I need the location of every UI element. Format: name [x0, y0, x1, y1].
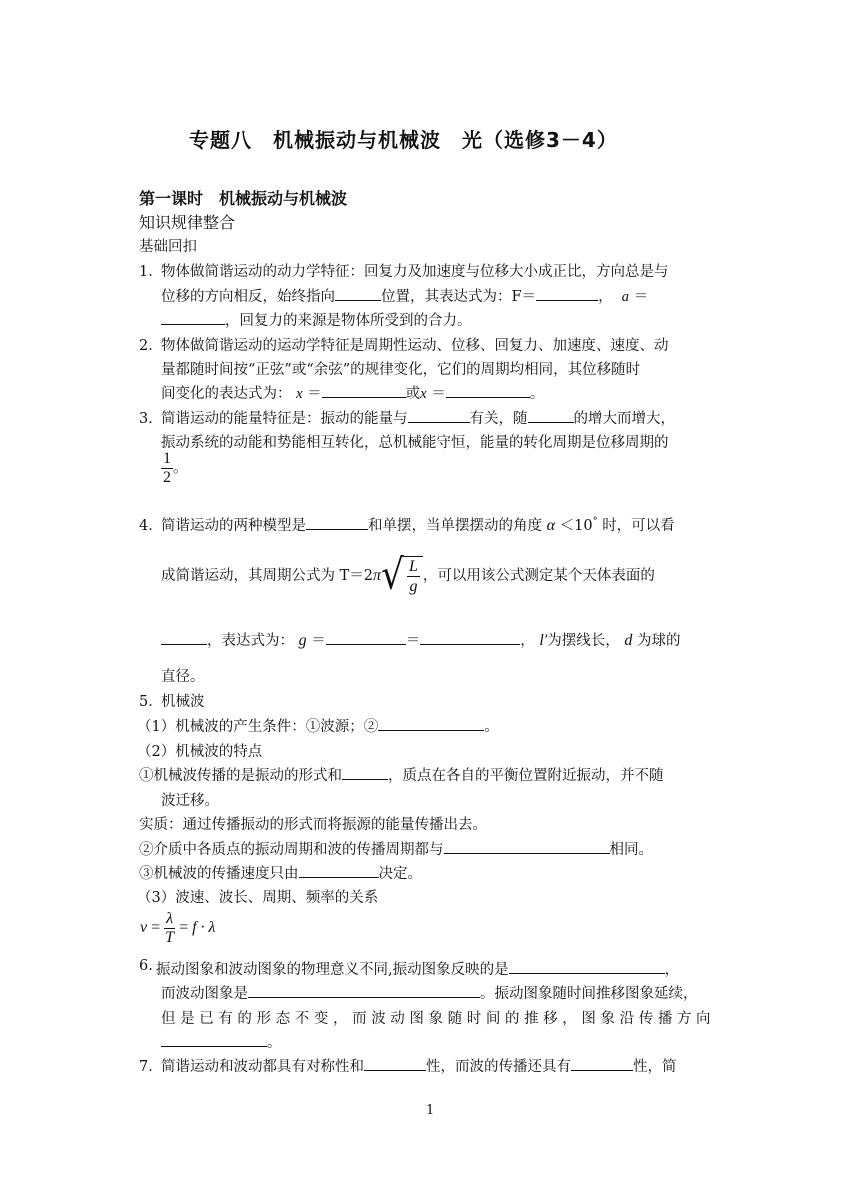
fraction-one-half — [161, 450, 173, 487]
text: ＝ — [431, 386, 446, 402]
blank — [161, 309, 225, 325]
text: 或 — [405, 386, 421, 402]
denominator: g — [409, 578, 418, 595]
item-text: 振动系统的动能和势能相互转化，总机械能守恒，能量的转化周期是位移周期的 — [161, 435, 669, 451]
text: 时，可以看 — [602, 518, 675, 534]
item-text: 波迁移。 — [161, 793, 219, 809]
item-text: （2）机械波的特点 — [137, 744, 263, 760]
blank — [509, 958, 665, 974]
text: 位置，其表达式为：F＝ — [381, 289, 537, 305]
text: （1）机械波的产生条件：①波源；② — [137, 719, 379, 735]
text: 。 — [173, 460, 188, 477]
denominator: T — [165, 928, 175, 946]
text: 和单摆，当单摆摆动的角度 — [368, 518, 542, 534]
blank — [378, 715, 484, 731]
item-text — [161, 982, 698, 1003]
blank — [420, 629, 520, 645]
item-heading: 机械波 — [161, 694, 205, 710]
text: ＝ — [311, 633, 326, 649]
rhs: f · λ — [192, 919, 216, 936]
text: ， — [520, 633, 535, 649]
text: ，可以用该公式测定某个天体表面的 — [422, 568, 655, 584]
item-text: 直径。 — [161, 669, 205, 685]
numerator: L — [408, 558, 418, 575]
degree-symbol: ° — [592, 516, 598, 528]
blank — [306, 514, 368, 530]
var-g: g — [298, 632, 307, 649]
item-text — [161, 551, 655, 599]
text: 决定。 — [378, 866, 422, 882]
text: = — [151, 919, 161, 936]
text: 的增大而增大， — [573, 411, 675, 427]
text: = — [179, 919, 189, 936]
item-number: 5． — [139, 694, 163, 710]
text: ，质点在各自的平衡位置附近振动，并不随 — [388, 768, 664, 784]
text: 有关，随 — [469, 411, 528, 427]
item-text — [161, 382, 544, 403]
blank — [335, 285, 381, 301]
item-text — [156, 958, 679, 979]
var-d: d — [624, 632, 633, 649]
item-text: 实质：通过传播振动的形式而将振源的能量传播出去。 — [139, 817, 487, 833]
text: ＝ — [633, 289, 649, 305]
item-text — [139, 838, 653, 859]
blank — [326, 629, 406, 645]
text: 简谐运动和波动都具有对称性和 — [161, 1059, 364, 1075]
radicand — [404, 556, 423, 596]
text: ②介质中各质点的振动周期和波的传播周期都与 — [139, 842, 444, 858]
item-text — [161, 407, 675, 428]
document-title: 专题八 机械振动与机械波 光（选修3－4） — [189, 128, 618, 152]
var-x: x — [420, 386, 427, 402]
blank — [364, 1055, 426, 1071]
item-text — [161, 309, 472, 330]
blank — [299, 862, 379, 878]
text: ， — [598, 289, 613, 305]
radical-sign: √ — [381, 551, 404, 599]
blank — [571, 1055, 633, 1071]
item-text — [139, 862, 422, 883]
var-l-prime: l′ — [539, 632, 548, 649]
text: 。振动图象随时间推移图象延续， — [480, 986, 698, 1002]
item-text — [161, 1031, 282, 1052]
text: 成简谐运动，其周期公式为 T＝2 — [161, 568, 374, 584]
var-a: a — [621, 289, 630, 305]
text: 。 — [529, 386, 545, 402]
blank — [444, 838, 610, 854]
blank — [446, 382, 530, 398]
text: ③机械波的传播速度只由 — [139, 866, 299, 882]
item-number: 4． — [139, 518, 163, 534]
var-alpha: α — [546, 517, 556, 534]
blank — [161, 629, 207, 645]
text: 相同。 — [609, 842, 653, 858]
item-text: 物体做简谐运动的运动学特征是周期性运动、位移、回复力、加速度、速度、动 — [161, 338, 669, 354]
section-heading: 知识规律整合 — [139, 213, 236, 232]
text: 简谐运动的能量特征是：振动的能量与 — [161, 411, 408, 427]
item-text: 但 是 已 有 的 形 态 不 变 ， 而 波 动 图 象 随 时 间 的 推 移 ， 图 象 沿 传 播 方 向 — [161, 1011, 711, 1027]
numerator: 1 — [163, 450, 171, 467]
blank — [248, 982, 480, 998]
text: 性，而波的传播还具有 — [426, 1059, 571, 1075]
item-number: 7． — [139, 1059, 163, 1075]
text: 。 — [484, 719, 499, 735]
page-number: 1 — [426, 1103, 435, 1118]
numerator: λ — [166, 909, 174, 927]
item-text — [161, 1055, 677, 1076]
text: 间变化的表达式为： — [161, 386, 292, 402]
blank — [536, 285, 598, 301]
text: ，回复力的来源是物体所受到的合力。 — [225, 313, 472, 329]
text: ＝ — [307, 386, 322, 402]
sqrt-l-over-g — [381, 551, 423, 599]
text: 振动图象和波动图象的物理意义不同,振动图象反映的是 — [156, 962, 509, 978]
text: 。 — [267, 1035, 282, 1051]
item-text — [161, 285, 648, 306]
text: 性，简 — [633, 1059, 677, 1075]
text: 为球的 — [637, 633, 681, 649]
item-text — [161, 514, 675, 535]
item-text — [161, 629, 681, 650]
blank — [408, 407, 470, 423]
item-text — [137, 715, 499, 736]
var-x: x — [296, 386, 303, 402]
item-text: （3）波速、波长、周期、频率的关系 — [137, 890, 379, 906]
text: ＜10 — [559, 518, 593, 534]
item-text: 物体做简谐运动的动力学特征：回复力及加速度与位移大小成正比，方向总是与 — [161, 264, 669, 280]
item-text — [139, 764, 664, 785]
text: 简谐运动的两种模型是 — [161, 518, 306, 534]
denominator: 2 — [163, 469, 171, 486]
fraction-lambda-over-t — [164, 910, 175, 947]
item-number: 1． — [139, 264, 163, 280]
item-text: 量都随时间按“正弦”或“余弦”的规律变化，它们的周期均相同，其位移随时 — [161, 362, 641, 378]
var-pi: π — [373, 567, 382, 584]
text: ①机械波传播的是振动的形式和 — [139, 768, 342, 784]
text: 而波动图象是 — [161, 986, 248, 1002]
item-number: 6. — [139, 958, 153, 974]
lesson-heading: 第一课时 机械振动与机械波 — [139, 189, 348, 208]
blank — [322, 382, 406, 398]
text: 位移的方向相反，始终指向 — [161, 289, 335, 305]
blank — [161, 1031, 267, 1047]
blank — [342, 764, 388, 780]
subsection-heading: 基础回扣 — [139, 239, 197, 255]
text: ，表达式为： — [207, 633, 294, 649]
var-v: v — [140, 919, 148, 936]
item-number: 3． — [139, 411, 163, 427]
text: ＝ — [405, 633, 421, 649]
blank — [528, 407, 574, 423]
text: 为摆线长， — [547, 633, 620, 649]
wave-speed-formula — [140, 908, 215, 948]
item-number: 2． — [139, 338, 163, 354]
text: ， — [664, 962, 680, 978]
fraction-line — [161, 450, 188, 487]
